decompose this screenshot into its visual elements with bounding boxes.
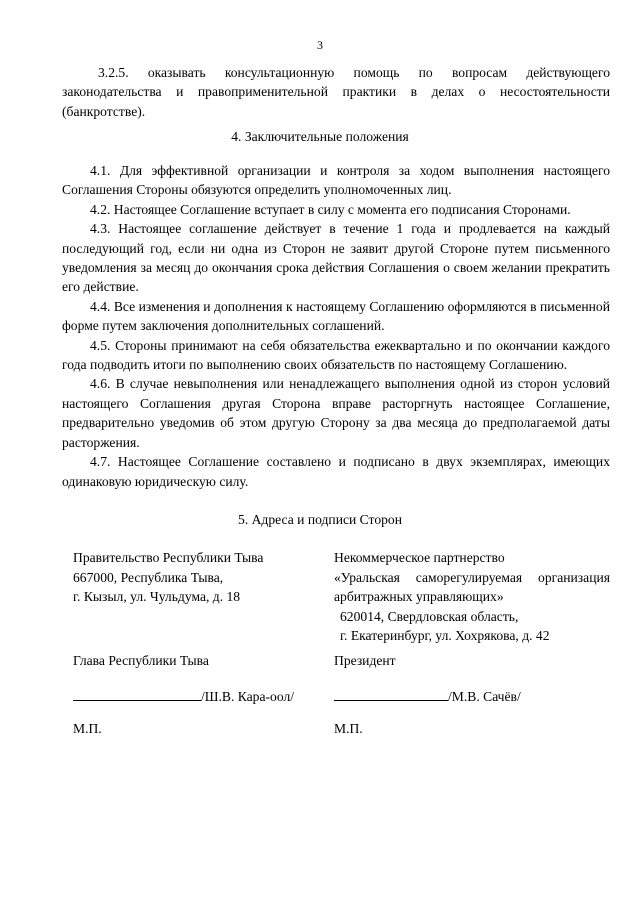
right-signer-name: /М.В. Сачёв/ (448, 689, 521, 704)
right-party-addr-line1: 620014, Свердловская область, (340, 608, 519, 624)
paragraph-4-4: 4.4. Все изменения и дополнения к настоящему Соглашению оформляются в письменной форме путем заключения дополнительных соглашений. (62, 298, 610, 334)
paragraph-4-3: 4.3. Настоящее соглашение действует в течение 1 года и продлевается на каждый последующий год, если ни одна из Сторон не заявит другой Стороне путем письменного уведомления за месяц до окончания срока действия Соглашения о своем желании прекратить его действие. (62, 221, 610, 295)
paragraph-4-5: 4.5. Стороны принимают на себя обязательства ежеквартально и по окончании каждого года подводить итоги по выполнению своих обязательств по настоящему Соглашению. (62, 337, 610, 373)
right-signature-line (334, 686, 448, 701)
left-party-address (73, 548, 323, 607)
right-signature-block (334, 686, 610, 707)
left-signature-block (73, 686, 323, 707)
right-party-address (334, 548, 610, 646)
paragraph-text: 3.2.5. оказывать консультационную помощь по вопросам действующего законодательства и правоприменительной практики в делах о несостоятельности (банкротстве). (62, 65, 610, 119)
right-party-org-line1: Некоммерческое партнерство (334, 550, 505, 565)
right-party-role: Президент (334, 653, 396, 668)
right-party-org-line2: «Уральская саморегулируемая организация арбитражных управляющих» (334, 569, 610, 605)
section-4-title: 4. Заключительные положения (231, 129, 409, 144)
left-party-role: Глава Республики Тыва (73, 653, 209, 668)
paragraph-4-2: 4.2. Настоящее Соглашение вступает в силу с момента его подписания Сторонами. (90, 201, 571, 217)
page-number: 3 (317, 38, 323, 52)
section-4-body (62, 161, 610, 491)
left-signer-name: /Ш.В. Кара-оол/ (201, 689, 295, 704)
section-5-title: 5. Адреса и подписи Сторон (238, 512, 402, 527)
paragraph-4-1: 4.1. Для эффективной организации и контроля за ходом выполнения настоящего Соглашения Стороны обязуются определить уполномоченных лиц. (62, 163, 610, 198)
left-party-addr-line2: г. Кызыл, ул. Чульдума, д. 18 (73, 589, 241, 605)
paragraph-3-2-5 (62, 63, 610, 121)
left-party-org: Правительство Республики Тыва (73, 550, 264, 565)
paragraph-4-7: 4.7. Настоящее Соглашение составлено и подписано в двух экземплярах, имеющих одинаковую юридическую силу. (62, 454, 610, 489)
left-signature-line (73, 686, 201, 701)
right-party-addr-line2: г. Екатеринбург, ул. Хохрякова, д. 42 (340, 628, 550, 644)
left-party-addr-line1: 667000, Республика Тыва, (73, 569, 224, 585)
paragraph-4-6: 4.6. В случае невыполнения или ненадлежащего выполнения одной из сторон условий настоящего Соглашения другая Сторона вправе расторгнуть настоящее Соглашение, предварительно уведомив об этом другую Сторону за два месяца до предполагаемой даты расторжения. (62, 376, 610, 450)
left-stamp-place: М.П. (73, 721, 102, 736)
right-stamp-place: М.П. (334, 721, 363, 736)
